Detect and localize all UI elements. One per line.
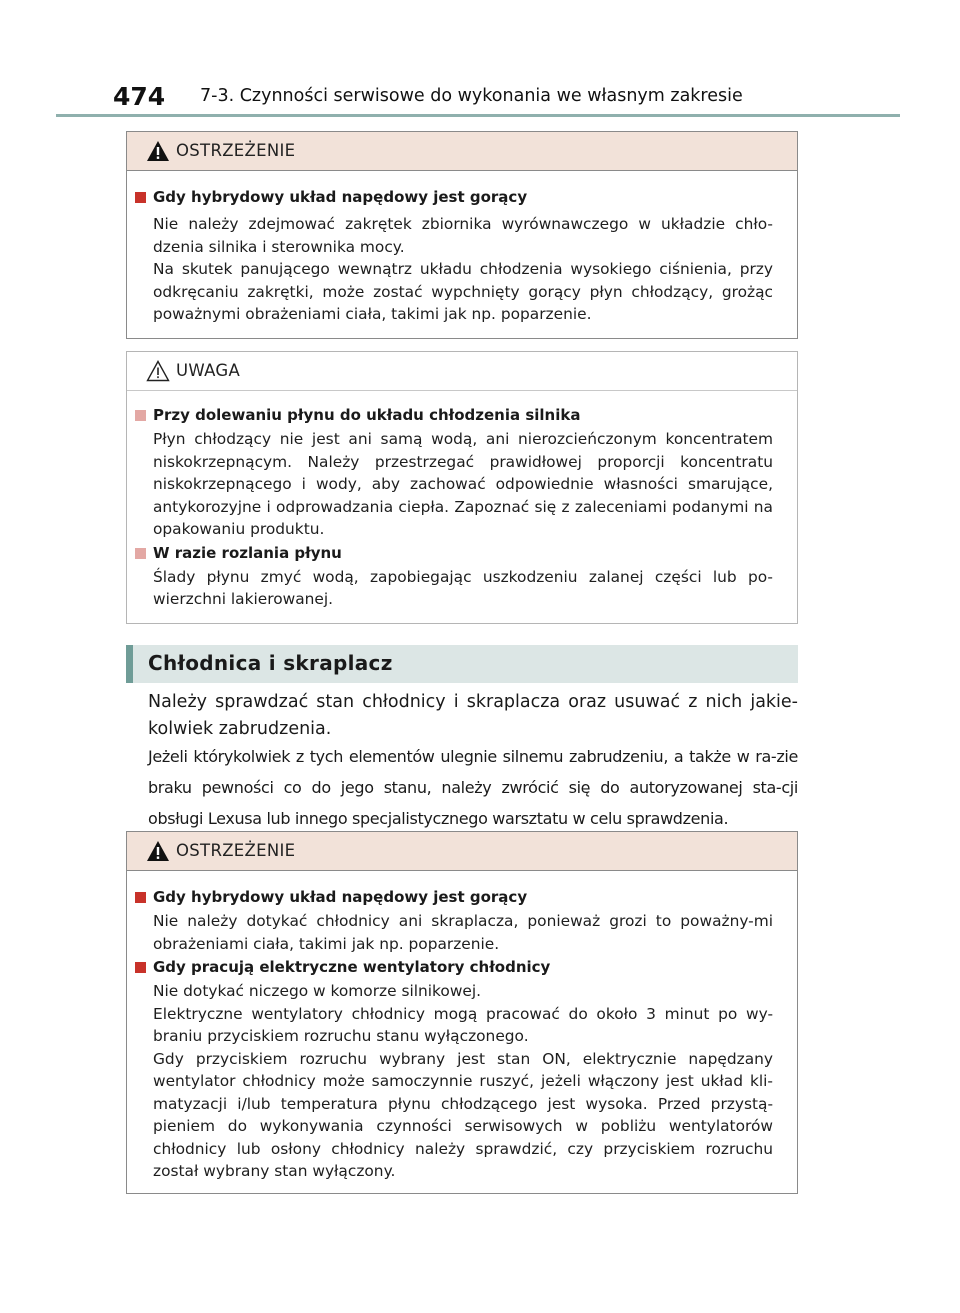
warning-item-text: Nie należy zdejmować zakrętek zbiornika wyrównawczego w układzie chło-dzenia silnika i sterownika mocy. bbox=[153, 215, 773, 256]
section-heading bbox=[126, 645, 798, 683]
warning-box-2 bbox=[126, 831, 798, 1194]
notice-item-heading: Przy dolewaniu płynu do układu chłodzenia silnika bbox=[135, 405, 773, 426]
warning-item-text: Gdy przyciskiem rozruchu wybrany jest stan ON, elektrycznie napędzany wentylator chłodnicy może samoczynnie ruszyć, jeżeli włączony jest układ kli-matyzacji i/lub temperatura płynu chłodzącego jest wysoka. Przed przystą-pieniem do wykonywania czynności serwisowych w pobliżu wentylatorów chłodnicy lub osłony chłodnicy należy sprawdzić, czy przyciskiem rozruchu został wybrany stan wyłączony. bbox=[153, 1049, 773, 1180]
warning-box-1 bbox=[126, 131, 798, 339]
notice-header bbox=[127, 352, 797, 391]
body-paragraph-1: Należy sprawdzać stan chłodnicy i skraplacza oraz usuwać z nich jakie-kolwiek zabrudzenia. bbox=[148, 692, 798, 739]
page-number: 474 bbox=[113, 82, 166, 111]
warning-body bbox=[127, 171, 797, 326]
warning-item-heading: Gdy pracują elektryczne wentylatory chłodnicy bbox=[135, 957, 773, 978]
warning-item-text: Na skutek panującego wewnątrz układu chłodzenia wysokiego ciśnienia, przy odkręcaniu zakrętki, może zostać wypchnięty gorący płyn chłodzący, grożąc poważnymi obrażeniami ciała, takimi jak np. poparzenie. bbox=[153, 260, 773, 323]
square-bullet-icon bbox=[135, 962, 146, 973]
square-bullet-icon bbox=[135, 548, 146, 559]
warning-item-text: Nie dotykać niczego w komorze silnikowej. bbox=[153, 982, 482, 1000]
warning-triangle-icon bbox=[146, 840, 170, 862]
notice-title: UWAGA bbox=[176, 361, 241, 380]
square-bullet-icon bbox=[135, 192, 146, 203]
warning-header bbox=[127, 832, 797, 871]
caution-triangle-icon bbox=[146, 360, 170, 382]
warning-triangle-icon bbox=[146, 140, 170, 162]
warning-header bbox=[127, 132, 797, 171]
section-accent-bar bbox=[126, 645, 133, 683]
square-bullet-icon bbox=[135, 410, 146, 421]
notice-body bbox=[127, 391, 797, 611]
body-paragraph-2: Jeżeli którykolwiek z tych elementów ulegnie silnemu zabrudzeniu, a także w ra-zie braku pewności co do jego stanu, należy zwrócić się do autoryzowanej sta-cji obsługi Lexusa lub innego specjalistycznego warsztatu w celu sprawdzenia. bbox=[148, 747, 798, 828]
warning-title: OSTRZEŻENIE bbox=[176, 841, 296, 860]
notice-item-text: Ślady płynu zmyć wodą, zapobiegając uszkodzeniu zalanej części lub po-wierzchni lakierowanej. bbox=[153, 567, 773, 608]
warning-body bbox=[127, 871, 797, 1183]
notice-item-text: Płyn chłodzący nie jest ani samą wodą, ani nierozcieńczonym koncentratem niskokrzepnącym. Należy przestrzegać prawidłowej proporcji koncentratu niskokrzepnącego i wody, aby zachować odpowiednie własności smarujące, antykorozyjne i odprowadzania ciepła. Zapoznać się z zaleceniami podanymi na opakowaniu produktu. bbox=[153, 430, 773, 538]
warning-item-heading: Gdy hybrydowy układ napędowy jest gorący bbox=[135, 187, 773, 208]
square-bullet-icon bbox=[135, 892, 146, 903]
notice-item-heading: W razie rozlania płynu bbox=[135, 543, 773, 564]
warning-item-text: Nie należy dotykać chłodnicy ani skraplacza, ponieważ grozi to poważny-mi obrażeniami ciała, takimi jak np. poparzenie. bbox=[153, 912, 773, 953]
warning-item-text: Elektryczne wentylatory chłodnicy mogą pracować do około 3 minut po wy-braniu przyciskiem rozruchu stanu wyłączonego. bbox=[153, 1004, 773, 1045]
section-title: Chłodnica i skraplacz bbox=[148, 651, 393, 675]
chapter-title: 7-3. Czynności serwisowe do wykonania we własnym zakresie bbox=[200, 86, 743, 106]
warning-title: OSTRZEŻENIE bbox=[176, 141, 296, 160]
page-header bbox=[0, 0, 960, 120]
notice-box-1 bbox=[126, 351, 798, 624]
header-rule bbox=[56, 114, 900, 117]
warning-item-heading: Gdy hybrydowy układ napędowy jest gorący bbox=[135, 887, 773, 908]
